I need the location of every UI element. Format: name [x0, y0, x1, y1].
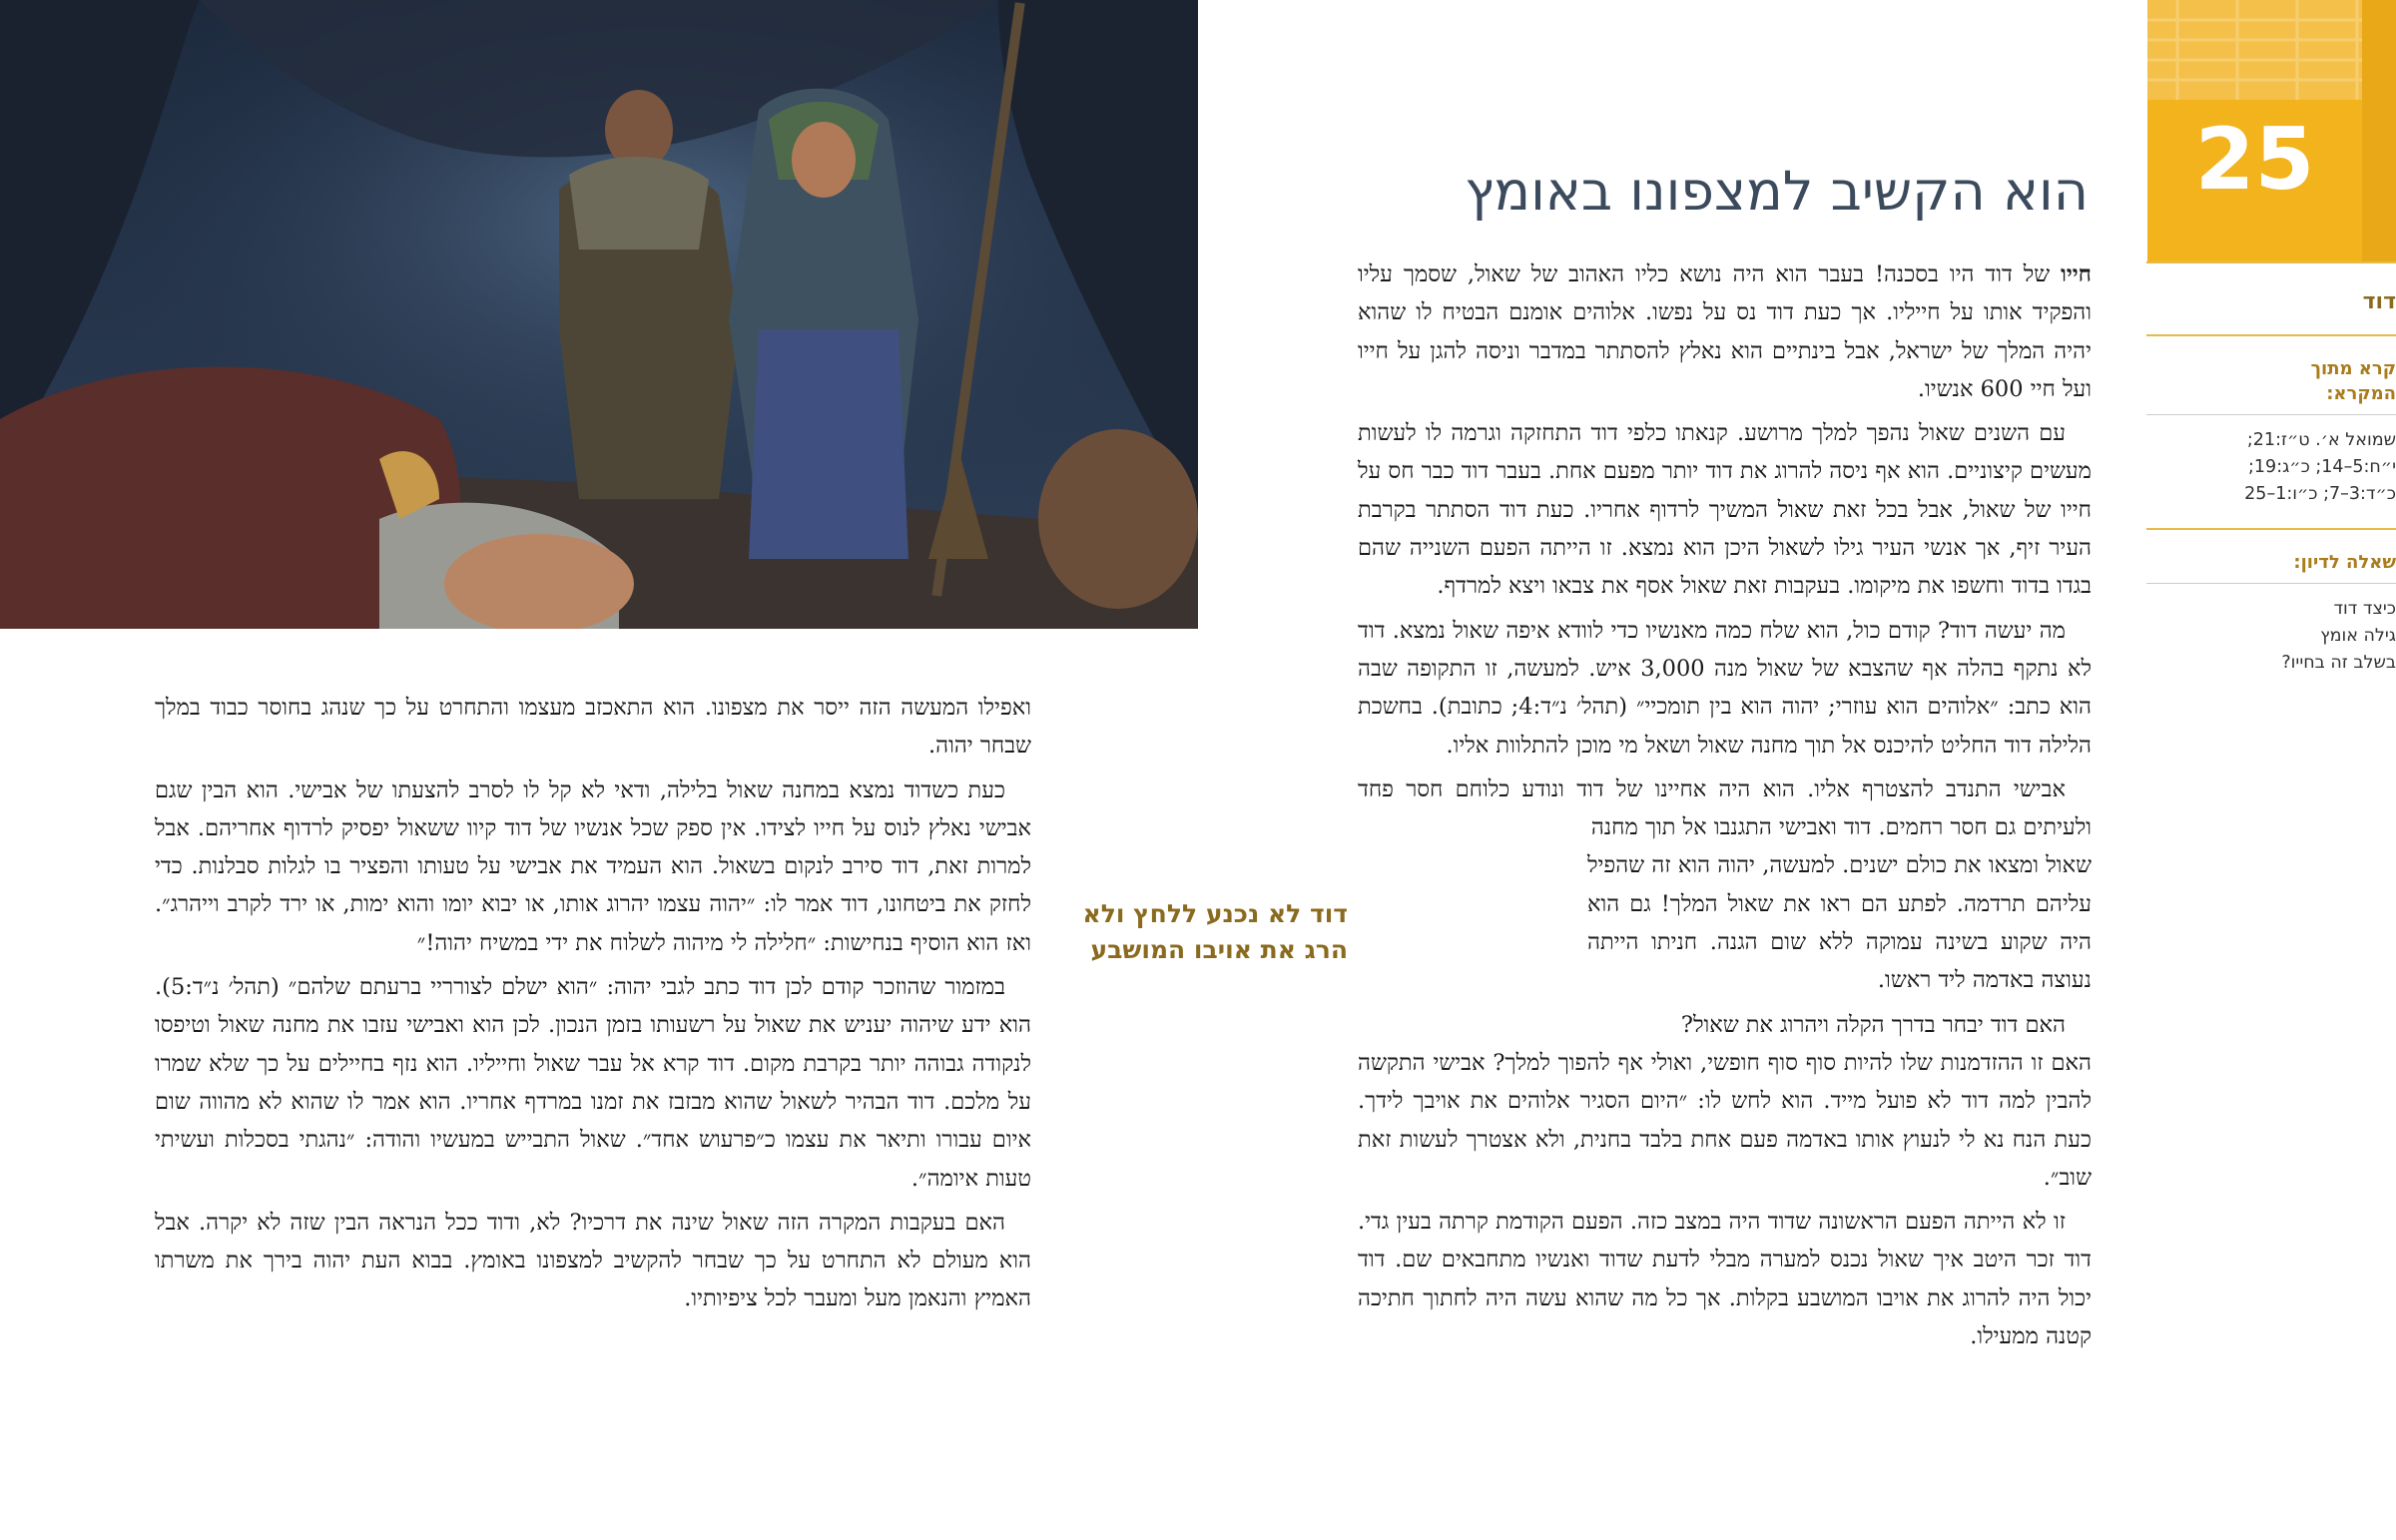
- question-line: כיצד דוד: [2333, 599, 2396, 619]
- lesson-number-tab: [2147, 0, 2396, 261]
- paragraph: ואפילו המעשה הזה ייסר את מצפונו. הוא התאכזב מעצמו והתחרט על כך שנהג בחוסר כבוד במלך שבחר יהוה.: [155, 695, 1031, 760]
- paragraph: במזמור שהוזכר קודם לכן דוד כתב לגבי יהוה: ״הוא ישלם לצורריי ברעתם שלהם״ (תהל׳ נ״ד:5). הוא ידע שיהוה יעניש את שאול על רשעותו בזמן הנכון. לכן הוא ואבישי עזבו את מחנה שאול וטיפסו לנקודה גבוהה יותר בקרבת מקום. דוד קרא אל עבר שאול וחייליו. הוא נזף בחיילים על כך שלא שמרו על מלכם. דוד הבהיר לשאול שהוא מבזבז את זמנו במרדף אחריו. הוא אמר לו שהוא לא מהווה שום איום עבורו ותיאר את עצמו כ״פרעוש אחד״. שאול התבייש במעשיו והודה: ״נהגתי בסכלות ועשיתי טעות איומה״.: [155, 974, 1031, 1192]
- paragraph: זו לא הייתה הפעם הראשונה שדוד היה במצב כזה. הפעם הקודמת קרתה בעין גדי. דוד זכר היטב איך שאול נכנס למערה מבלי לדעת שדוד ואנשיו מתחבאים שם. דוד יכול היה להרוג את אויבו המושבע בקלות. אך כל מה שהוא עשה היה לחתוך חתיכה קטנה ממעילו.: [1358, 1209, 2092, 1350]
- paragraph: אבישי התנדב להצטרף אליו. הוא היה אחיינו של דוד ונודע כלוחם חסר פחד ולעיתים גם חסר רחמים. דוד ואבישי התגנבו אל תוך מחנה: [1358, 775, 2092, 841]
- lesson-title: הוא הקשיב למצפונו באומץ: [1465, 160, 2089, 223]
- left-text-column: [155, 689, 1031, 1324]
- discussion-question: [2146, 584, 2396, 697]
- paragraph: האם בעקבות המקרה הזה שאול שינה את דרכיו? לא, ודוד ככל הנראה הבין שזה לא יקרה. אבל הוא מעולם לא התחרט על כך שבחר להקשיב למצפונו באומץ. בבוא העת יהוה בירך את משרתו האמיץ והנאמן מעל ומעבר לכל ציפיותיו.: [155, 1209, 1031, 1312]
- paragraph: עם השנים שאול נהפך למלך מרושע. קנאתו כלפי דוד התחזקה וגרמה לו לעשות מעשים קיצוניים. הוא אף ניסה להרוג את דוד יותר מפעם אחת. בעבר דוד כבר חס על חייו של שאול, אבל בכל זאת שאול המשיך לרדוף אחריו. כעת דוד הסתתר בקרבת העיר זיף, אך אנשי העיר גילו לשאול היכן הוא נמצא. זו הייתה הפעם השנייה שהם בגדו בדוד וחשפו את מיקומו. בעקבות זאת שאול אסף את צבאו ויצא למרדף.: [1358, 420, 2092, 600]
- illustration: [0, 0, 1198, 629]
- reading-ref: י״ח:5–14; כ״ג:19;: [2248, 457, 2396, 477]
- paragraph-text: של דוד היו בסכנה! בעבר הוא היה נושא כליו האהוב של שאול, שסמך עליו והפקיד אותו על חייליו. אך כעת דוד נס על נפשו. אלוהים אומנם הבטיח לו שהוא יהיה המלך של ישראל, אבל בינתיים הוא נאלץ להסתתר במדבר וניסה להגן על חייו ועל חיי 600 אנשיו.: [1358, 261, 2092, 402]
- paragraph: האם זו ההזדמנות שלו להיות סוף סוף חופשי, ואולי אף להפוך למלך? אבישי התקשה להבין למה דוד לא פועל מייד. הוא לחש לו: ״היום הסגיר אלוהים את אויבך לידך. כעת הנח נא לי לנעוץ אותו באדמה פעם אחת בלבד בחנית, ולא אצטרך לעשות זאת שוב״.: [1358, 1049, 2092, 1191]
- sidebar-character-name: דוד: [2362, 289, 2396, 314]
- question-heading: שאלה לדיון:: [2293, 552, 2396, 573]
- drop-lead-word: חייו: [2061, 261, 2092, 287]
- reading-heading: קרא מתוך המקרא:: [2310, 358, 2396, 404]
- reading-ref: שמואל א׳. ט״ז:21;: [2246, 430, 2396, 450]
- paragraph: שאול ומצאו את כולם ישנים. למעשה, יהוה הוא זה שהפיל עליהם תרדמה. לפתע הם ראו את שאול המלך! גם הוא היה שקוע בשינה עמוקה ללא שום הגנה. חניתו הייתה נעוצה באדמה ליד ראשו.: [1587, 852, 2092, 994]
- sidebar: [2146, 261, 2396, 697]
- reading-ref: כ״ד:3–7; כ״ו:1–25: [2244, 484, 2396, 504]
- paragraph: [1358, 256, 2092, 408]
- paragraph: מה יעשה דוד? קודם כול, הוא שלח כמה מאנשיו כדי לוודא איפה שאול נמצא. דוד לא נתקף בהלה אף שהצבא של שאול מנה 3,000 איש. למעשה, זו התקופה שבה הוא כתב: ״אלוהים הוא עוזרי; יהוה הוא בין תומכיי״ (תהל׳ נ״ד:4; כתובת). בחשכת הלילה דוד החליט להיכנס אל תוך מחנה שאול ושאל מי מוכן להתלוות אליו.: [1358, 617, 2093, 759]
- reading-references: [2146, 415, 2396, 528]
- paragraph: כעת כשדוד נמצא במחנה שאול בלילה, ודאי לא קל לו לסרב להצעתו של אבישי. הוא הבין שגם אבישי נאלץ לנוס על חייו לצידו. אין ספק שכל אנשיו של דוד קיוו ששאול יפסיק לרדוף אחריהם. אבל למרות זאת, דוד סירב לנקום בשאול. הוא העמיד את אבישי על טעותו והפציר בו לגלות סבלנות. כדי לחזק את ביטחונו, דוד אמר לו: ״יהוה עצמו יהרוג אותו, או יבוא יומו והוא ימות, או ירד לקרב וייהרג״. ואז הוא הוסיף בנחישות: ״חלילה לי מיהוה לשלוח את ידי במשיח יהוה!״: [155, 776, 1031, 956]
- pull-quote: דוד לא נכנע ללחץ ולא הרג את אויבו המושבע: [1082, 899, 1348, 965]
- paragraph: האם דוד יבחר בדרך הקלה ויהרוג את שאול?: [1680, 1011, 2066, 1038]
- question-line: בשלב זה בחייו?: [2281, 653, 2396, 673]
- question-line: גילה אומץ: [2320, 626, 2396, 646]
- right-text-column: [1082, 256, 2093, 1361]
- quote-region: [1082, 846, 2092, 1043]
- lesson-number: 25: [2194, 110, 2315, 210]
